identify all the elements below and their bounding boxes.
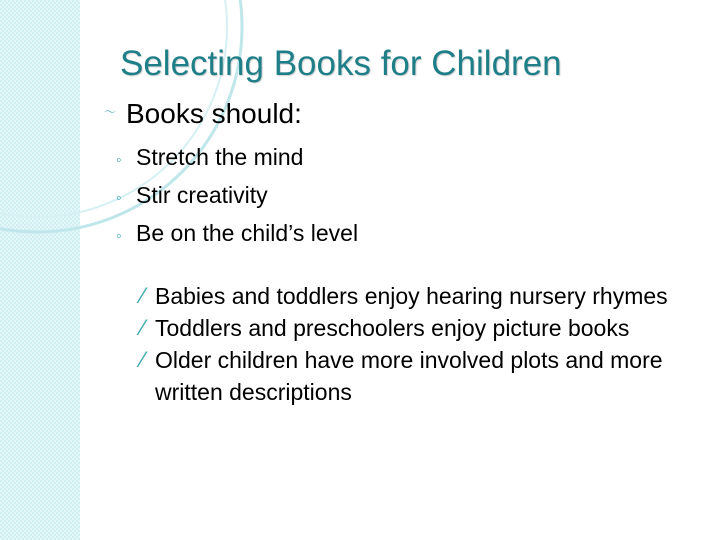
slide-title: Selecting Books for Children [120,44,562,83]
list-item [141,312,700,344]
detail-text: Babies and toddlers enjoy hearing nursery rhymes [155,283,668,309]
main-point [104,98,302,130]
ring-bullet-icon: ◦ [116,228,122,245]
left-decorative-band [0,0,80,540]
sub-point-text: Stir creativity [136,182,268,208]
sub-point-text: Stretch the mind [136,144,304,170]
details-list [141,280,700,408]
wave-bullet-icon: 〜 [104,105,117,120]
list-item [116,178,358,216]
main-point-text: Books should: [126,98,302,129]
ring-bullet-icon: ◦ [116,190,122,207]
list-item [141,344,700,408]
swoosh-bullet-icon: ⁄ [141,347,145,372]
swoosh-bullet-icon: ⁄ [141,315,145,340]
detail-text: Older children have more involved plots and more written descriptions [155,347,663,405]
swoosh-bullet-icon: ⁄ [141,283,145,308]
sub-point-text: Be on the child’s level [136,220,359,246]
list-item [141,280,700,312]
ring-bullet-icon: ◦ [116,152,122,169]
detail-text: Toddlers and preschoolers enjoy picture books [155,315,630,341]
sub-points-list [116,140,358,254]
list-item [116,140,358,178]
list-item [116,216,358,254]
